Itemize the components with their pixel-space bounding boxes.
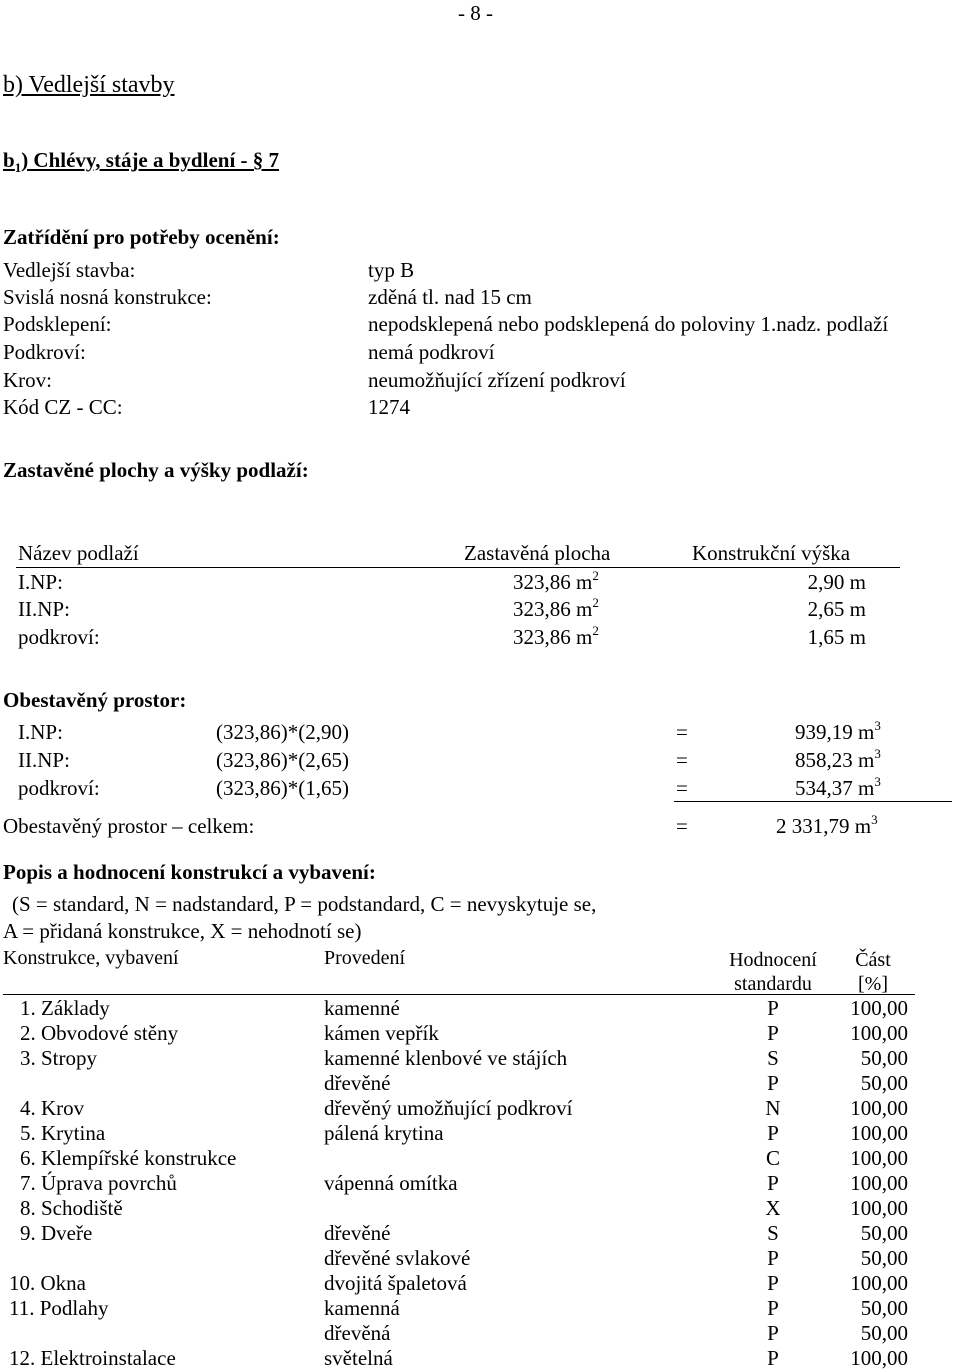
subsection-prefix: b	[3, 148, 15, 172]
construction-rating: X	[765, 1196, 781, 1220]
construction-part: 100,00	[850, 1121, 908, 1145]
constructions-col-rating: Hodnocení standardu	[729, 949, 817, 995]
floor-height: 1,65 m	[807, 625, 866, 649]
floors-col-name: Název podlaží	[18, 541, 139, 565]
construction-part: 100,00	[850, 1346, 908, 1370]
construction-design: kamenná	[324, 1296, 400, 1320]
constructions-legend-line1: (S = standard, N = nadstandard, P = podstandard, C = nevyskytuje se,	[12, 892, 597, 916]
construction-name: 4. Krov	[20, 1096, 85, 1120]
construction-design: dřevěné	[324, 1221, 391, 1245]
floors-header-rule	[16, 567, 900, 568]
volume-row-name: II.NP:	[18, 748, 70, 772]
constructions-col-construction: Konstrukce, vybavení	[3, 947, 179, 969]
floor-height: 2,90 m	[807, 570, 866, 594]
construction-name: 1. Základy	[20, 996, 110, 1020]
classification-label: Krov:	[3, 368, 52, 392]
construction-design: dřevěné svlakové	[324, 1246, 471, 1270]
subsection-title-text: ) Chlévy, stáje a bydlení - § 7	[21, 148, 280, 172]
classification-value: typ B	[368, 258, 415, 282]
classification-label: Podkroví:	[3, 340, 86, 364]
classification-value: 1274	[368, 395, 410, 419]
construction-rating: P	[767, 1271, 779, 1295]
construction-design: pálená krytina	[324, 1121, 444, 1145]
construction-rating: N	[765, 1096, 781, 1120]
volume-row-name: I.NP:	[18, 720, 63, 744]
volume-total-value: 2 331,79 $m^3$	[776, 812, 878, 838]
volume-total-eq: =	[676, 814, 688, 838]
construction-rating: P	[767, 1246, 779, 1270]
constructions-col-design: Provedení	[324, 947, 406, 969]
volume-total-label: Obestavěný prostor – celkem:	[3, 814, 255, 838]
construction-design: dřevěný umožňující podkroví	[324, 1096, 573, 1120]
construction-design: dřevěné	[324, 1071, 391, 1095]
construction-design: světelná	[324, 1346, 393, 1370]
floors-col-area: Zastavěná plocha	[464, 541, 611, 565]
construction-name: 11. Podlahy	[9, 1296, 109, 1320]
construction-design: kamenné klenbové ve stájích	[324, 1046, 568, 1070]
floor-area: 323,86 $m^2$	[513, 595, 599, 621]
construction-name: 8. Schodiště	[20, 1196, 123, 1220]
construction-rating: P	[767, 1021, 779, 1045]
floor-name: II.NP:	[18, 597, 70, 621]
floor-area: 323,86 $m^2$	[513, 568, 599, 594]
classification-value: nemá podkroví	[368, 340, 495, 364]
construction-part: 50,00	[860, 1071, 908, 1095]
construction-name: 7. Úprava povrchů	[20, 1171, 177, 1195]
constructions-heading: Popis a hodnocení konstrukcí a vybavení:	[3, 860, 376, 884]
construction-part: 50,00	[860, 1046, 908, 1070]
volume-row-eq: =	[676, 776, 688, 800]
floors-heading: Zastavěné plochy a výšky podlaží:	[3, 458, 309, 482]
classification-value: nepodsklepená nebo podsklepená do poloviny 1.nadz. podlaží	[368, 312, 889, 336]
volume-row-formula: (323,86)*(2,65)	[216, 748, 349, 772]
construction-part: 100,00	[850, 1271, 908, 1295]
construction-design: kámen vepřík	[324, 1021, 439, 1045]
construction-rating: S	[767, 1221, 779, 1245]
classification-label: Podsklepení:	[3, 312, 112, 336]
construction-rating: P	[767, 1071, 779, 1095]
constructions-col-part: Část [%]	[855, 949, 891, 995]
volume-row-value: 534,37 $m^3$	[795, 774, 881, 800]
construction-rating: P	[767, 1346, 779, 1370]
construction-part: 100,00	[850, 1196, 908, 1220]
constructions-legend-line2: A = přidaná konstrukce, X = nehodnotí se)	[3, 919, 362, 943]
volume-row-value: 858,23 $m^3$	[795, 746, 881, 772]
floor-name: I.NP:	[18, 570, 63, 594]
construction-rating: P	[767, 1171, 779, 1195]
floor-area: 323,86 $m^2$	[513, 623, 599, 649]
volume-sum-rule	[674, 801, 952, 802]
construction-name: 9. Dveře	[20, 1221, 93, 1245]
classification-label: Svislá nosná konstrukce:	[3, 285, 212, 309]
construction-rating: C	[765, 1146, 780, 1170]
classification-label: Vedlejší stavba:	[3, 258, 136, 282]
construction-rating: P	[767, 996, 779, 1020]
subsection-subscript: 1	[14, 160, 22, 175]
construction-rating: S	[767, 1046, 779, 1070]
volume-row-formula: (323,86)*(1,65)	[216, 776, 349, 800]
construction-name: 5. Krytina	[20, 1121, 106, 1145]
volume-row-value: 939,19 $m^3$	[795, 718, 881, 744]
construction-rating: P	[767, 1321, 779, 1345]
construction-part: 100,00	[850, 1171, 908, 1195]
construction-rating: P	[767, 1296, 779, 1320]
construction-part: 100,00	[850, 1146, 908, 1170]
construction-part: 50,00	[860, 1221, 908, 1245]
classification-value: neumožňující zřízení podkroví	[368, 368, 626, 392]
construction-design: dvojitá špaletová	[324, 1271, 467, 1295]
construction-part: 100,00	[850, 1096, 908, 1120]
classification-value: zděná tl. nad 15 cm	[368, 285, 532, 309]
floor-name: podkroví:	[18, 625, 100, 649]
construction-name: 12. Elektroinstalace	[9, 1346, 176, 1370]
section-title: b) Vedlejší stavby	[3, 72, 175, 98]
classification-heading: Zatřídění pro potřeby ocenění:	[3, 225, 280, 249]
construction-design: dřevěná	[324, 1321, 391, 1345]
construction-part: 100,00	[850, 1021, 908, 1045]
construction-part: 50,00	[860, 1321, 908, 1345]
construction-part: 100,00	[850, 996, 908, 1020]
page-number: - 8 -	[458, 1, 493, 25]
volume-row-formula: (323,86)*(2,90)	[216, 720, 349, 744]
construction-part: 50,00	[860, 1296, 908, 1320]
volume-row-eq: =	[676, 720, 688, 744]
classification-label: Kód CZ - CC:	[3, 395, 123, 419]
construction-name: 3. Stropy	[20, 1046, 98, 1070]
construction-name: 10. Okna	[9, 1271, 86, 1295]
volume-row-name: podkroví:	[18, 776, 100, 800]
floor-height: 2,65 m	[807, 597, 866, 621]
volume-heading: Obestavěný prostor:	[3, 688, 187, 712]
subsection-title	[3, 148, 280, 175]
constructions-header-rule	[3, 994, 915, 995]
construction-name: 2. Obvodové stěny	[20, 1021, 179, 1045]
volume-row-eq: =	[676, 748, 688, 772]
construction-part: 50,00	[860, 1246, 908, 1270]
construction-rating: P	[767, 1121, 779, 1145]
floors-col-height: Konstrukční výška	[692, 541, 851, 565]
construction-design: vápenná omítka	[324, 1171, 458, 1195]
construction-design: kamenné	[324, 996, 400, 1020]
construction-name: 6. Klempířské konstrukce	[20, 1146, 237, 1170]
